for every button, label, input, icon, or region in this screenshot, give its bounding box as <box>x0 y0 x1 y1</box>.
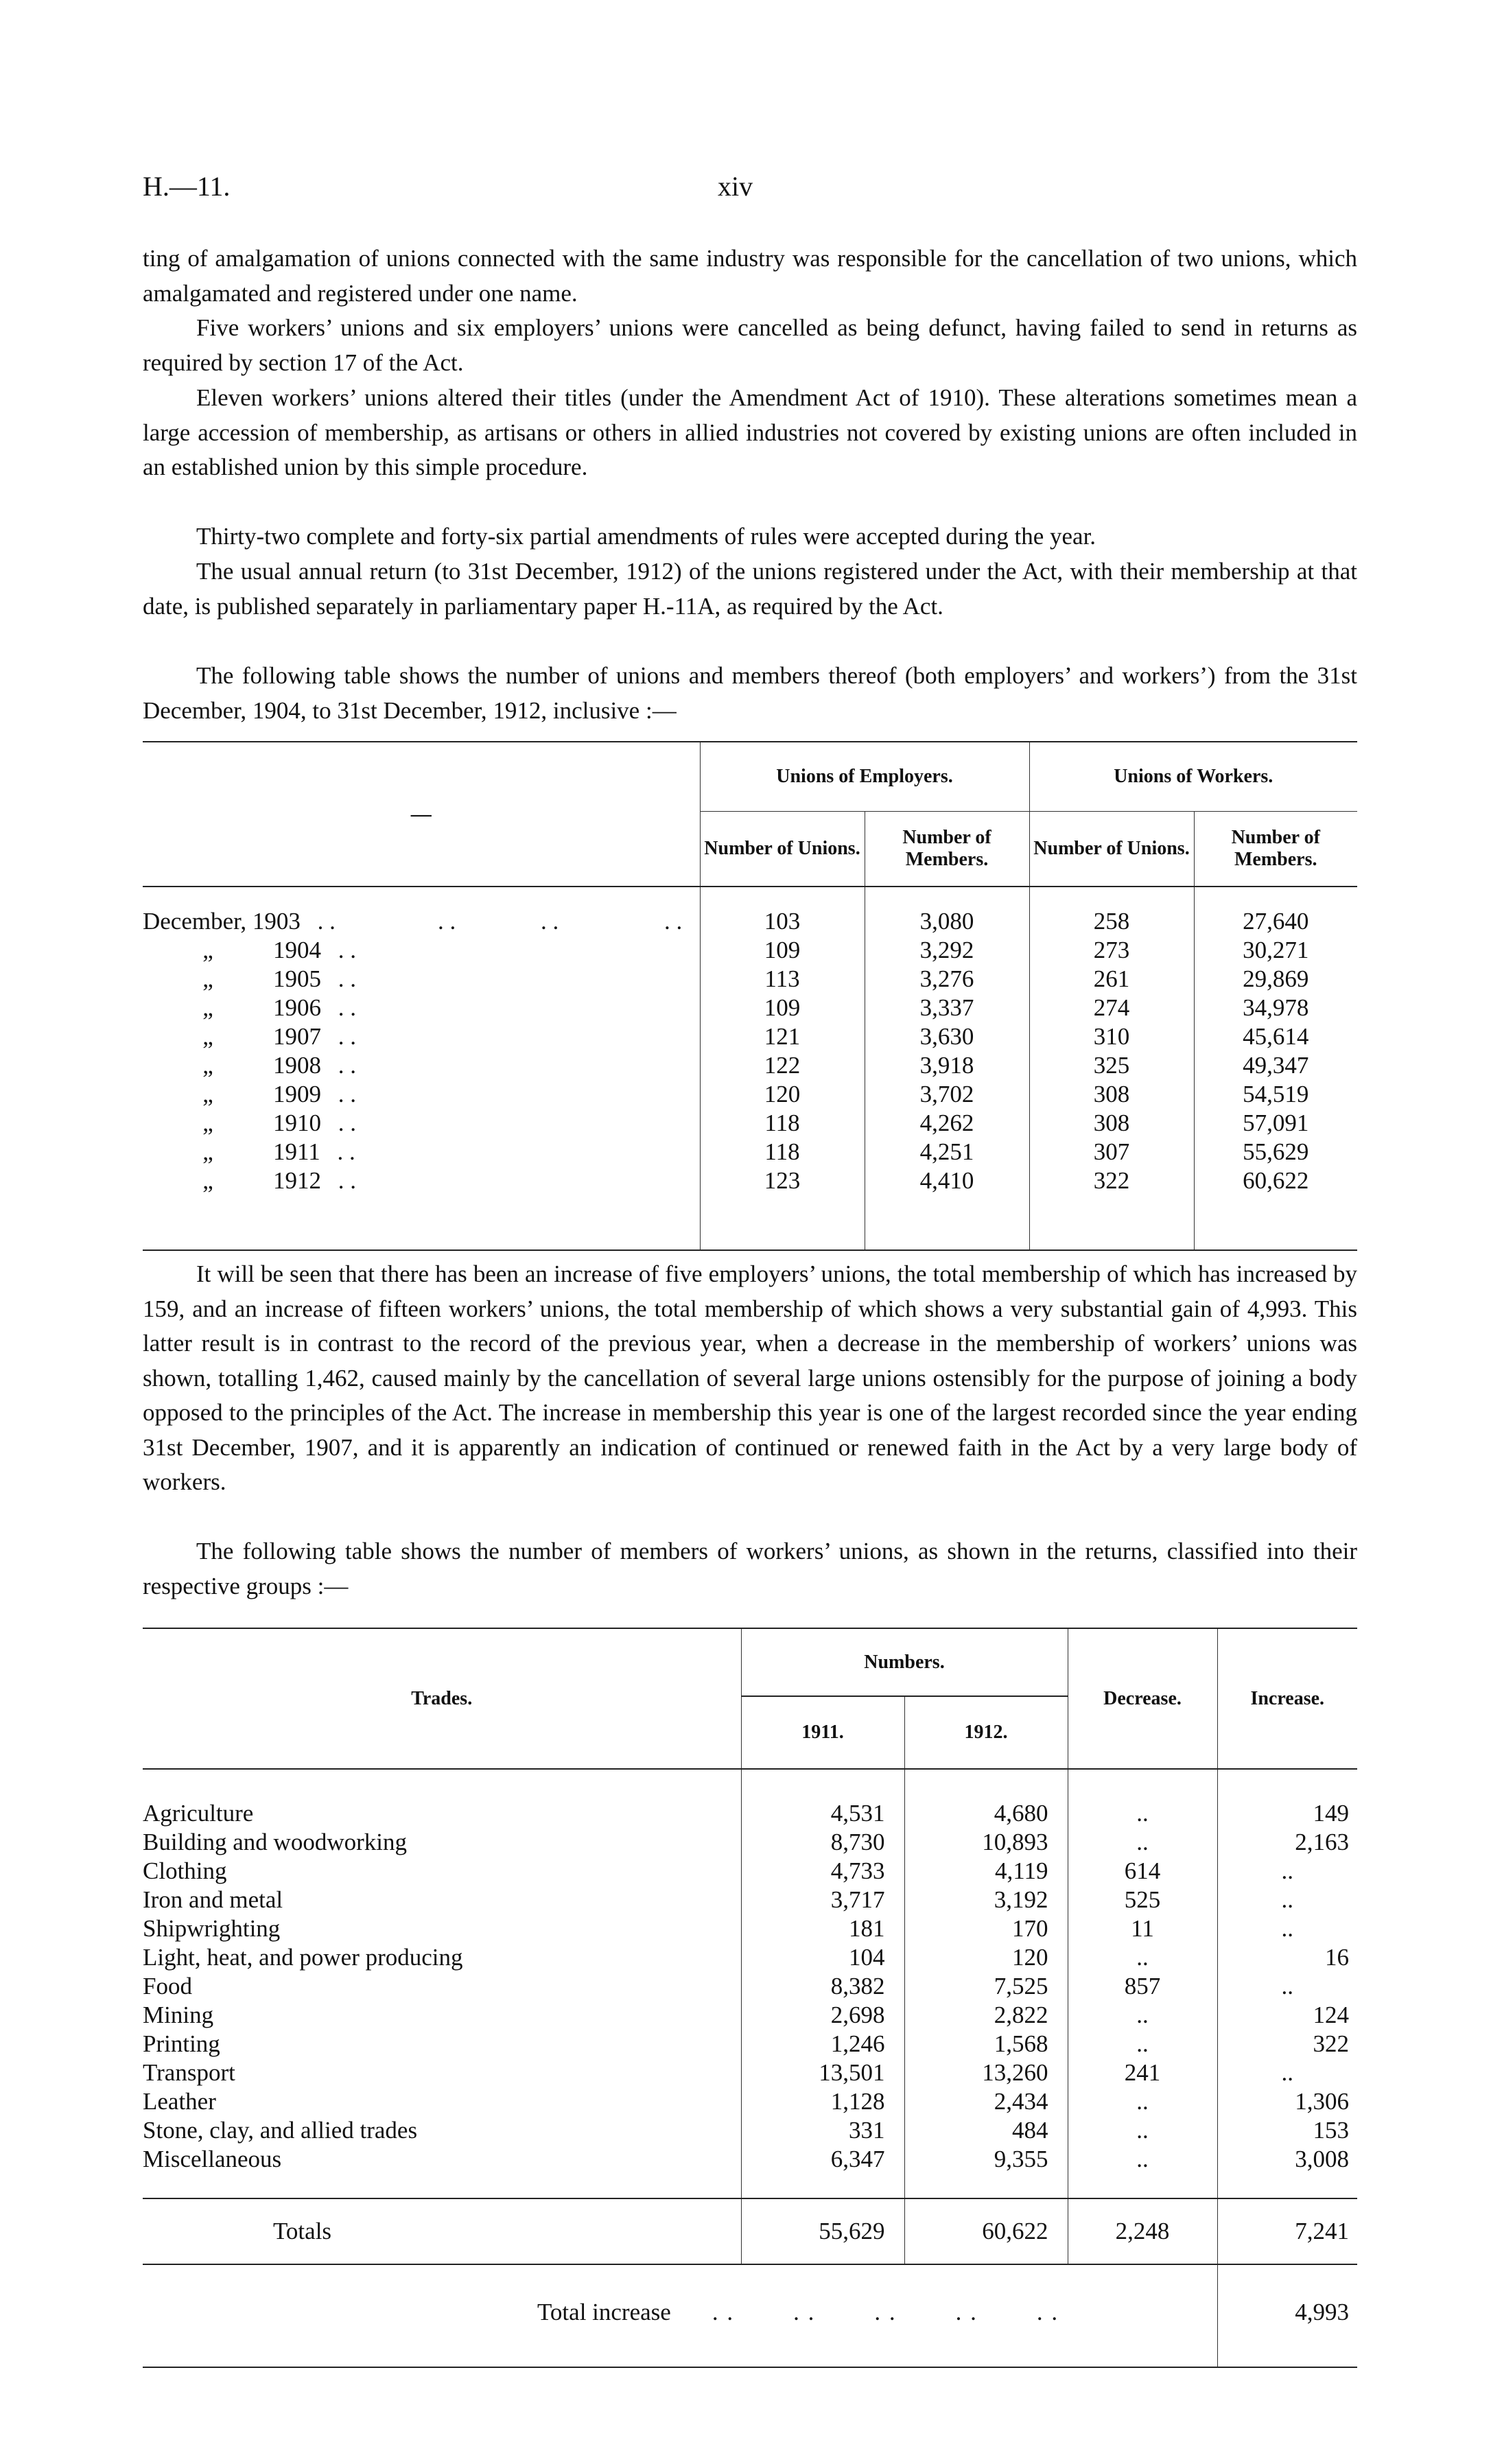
increase-header: Increase. <box>1217 1629 1357 1769</box>
table-row: Leather 1,128 2,434 .. 1,306 <box>143 2087 1357 2116</box>
table-row: Mining 2,698 2,822 .. 124 <box>143 2001 1357 2030</box>
table-row: Light, heat, and power producing 104 120 .. 16 <box>143 1943 1357 1972</box>
page-number: xiv <box>718 171 753 202</box>
trades-header: Trades. <box>411 1687 473 1709</box>
paragraph-altered-titles: Eleven workers’ unions altered their titles (under the Amendment Act of 1910). These alterations sometimes mean a large accession of membership, as artisans or others in allied industries not covered by existing unions are often included in an established union by this simple procedure. <box>143 384 1357 480</box>
employers-group-header: Unions of Employers. <box>700 742 1029 811</box>
workers-unions-header: Number of Unions. <box>1029 811 1194 887</box>
page-header <box>143 170 1357 211</box>
table-row: Stone, clay, and allied trades 331 484 .. 153 <box>143 2116 1357 2145</box>
totals-row: Totals 55,629 60,622 2,248 7,241 <box>143 2198 1357 2264</box>
table-row: Food 8,382 7,525 857 .. <box>143 1972 1357 2001</box>
table-row: Clothing 4,733 4,119 614 .. <box>143 1857 1357 1886</box>
total-increase-row: Total increase . . . . . . . . . . 4,993 <box>143 2292 1357 2333</box>
unions-members-table <box>143 742 1357 1251</box>
table-row: „ 1911 . . 118 4,251 307 55,629 <box>143 1138 1357 1166</box>
paragraph-defunct-unions: Five workers’ unions and six employers’ unions were cancelled as being defunct, having failed to send in returns as required by section 17 of the Act. <box>143 314 1357 376</box>
row-label: December, 1903 . . . . . . . . <box>143 908 683 935</box>
decrease-header: Decrease. <box>1068 1629 1217 1769</box>
table-row: December, 1903 . . . . . . . . 103 3,080 258 27,640 <box>143 907 1357 936</box>
table-row: Miscellaneous 6,347 9,355 .. 3,008 <box>143 2145 1357 2174</box>
year-1911-header: 1911. <box>741 1696 904 1769</box>
paragraph-table2-intro: The following table shows the number of members of workers’ unions, as shown in the returns, classified into their respective groups :— <box>143 1538 1357 1599</box>
table-row: Shipwrighting 181 170 11 .. <box>143 1914 1357 1943</box>
table-row: „ 1905 . . 113 3,276 261 29,869 <box>143 965 1357 994</box>
year-1912-header: 1912. <box>904 1696 1068 1769</box>
table-row: Transport 13,501 13,260 241 .. <box>143 2058 1357 2087</box>
table-row: „ 1910 . . 118 4,262 308 57,091 <box>143 1109 1357 1138</box>
table-row: „ 1908 . . 122 3,918 325 49,347 <box>143 1051 1357 1080</box>
table-row: „ 1909 . . 120 3,702 308 54,519 <box>143 1080 1357 1109</box>
workers-group-header: Unions of Workers. <box>1029 742 1357 811</box>
document-reference: H.—11. <box>143 171 231 202</box>
table-row: Printing 1,246 1,568 .. 322 <box>143 2030 1357 2058</box>
workers-members-header: Number of Members. <box>1194 811 1357 887</box>
table-row: „ 1907 . . 121 3,630 310 45,614 <box>143 1022 1357 1051</box>
paragraph-table1-intro: The following table shows the number of unions and members thereof (both employers’ and workers’) from the 31st December, 1904, to 31st December, 1912, inclusive :— <box>143 662 1357 724</box>
numbers-header: Numbers. <box>741 1629 1068 1696</box>
employers-members-header: Number of Members. <box>865 811 1029 887</box>
paragraph-increase-analysis: It will be seen that there has been an increase of five employers’ unions, the total membership of which has increased by 159, and an increase of fifteen workers’ unions, the total membership of which shows a very substantial gain of 4,993. This latter result is in contrast to the record of the previous year, when a decrease in the membership of workers’ unions was shown, totalling 1,462, caused mainly by the cancellation of several large unions ostensibly for the purpose of joining a body opposed to the principles of the Act. The increase in membership this year is one of the largest recorded since the year ending 31st December, 1907, and it is apparently an indication of continued or renewed faith in the Act by a very large body of workers. <box>143 1260 1357 1495</box>
paragraph-amendments: Thirty-two complete and forty-six partial amendments of rules were accepted during the year. <box>196 523 1096 550</box>
employers-unions-header: Number of Unions. <box>700 811 865 887</box>
table-row: „ 1906 . . 109 3,337 274 34,978 <box>143 994 1357 1022</box>
table-row: „ 1904 . . 109 3,292 273 30,271 <box>143 936 1357 965</box>
table-row: Agriculture 4,531 4,680 .. 149 <box>143 1799 1357 1828</box>
table-row: „ 1912 . . 123 4,410 322 60,622 <box>143 1166 1357 1195</box>
total-increase-value: 4,993 <box>1217 2292 1357 2333</box>
paragraph-annual-return: The usual annual return (to 31st December, 1912) of the unions registered under the Act, with their membership at that date, is published separately in parliamentary paper H.-11A, as required by the Act. <box>143 558 1357 620</box>
stub-header: — <box>410 802 432 825</box>
trades-membership-table <box>143 1629 1357 2368</box>
table-row: Iron and metal 3,717 3,192 525 .. <box>143 1886 1357 1914</box>
paragraph-amalgamation: ting of amalgamation of unions connected with the same industry was responsible for the cancellation of two unions, which amalgamated and registered under one name. <box>143 245 1357 307</box>
table-row: Building and woodworking 8,730 10,893 .. 2,163 <box>143 1828 1357 1857</box>
